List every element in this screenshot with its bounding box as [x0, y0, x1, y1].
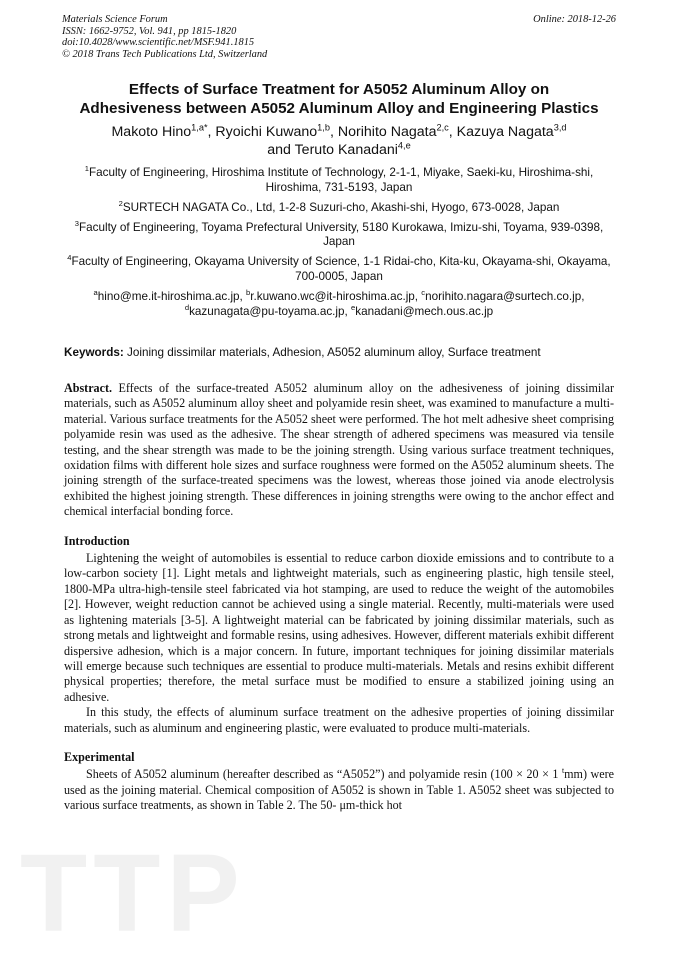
author-name: and Teruto Kanadani: [267, 142, 398, 158]
author-sup: 4,e: [397, 140, 411, 151]
watermark-logo: TTP: [20, 832, 246, 955]
author-list: [40, 123, 638, 159]
online-date: Online: 2018-12-26: [533, 14, 616, 25]
author-sup: 2,c: [436, 122, 449, 133]
section-heading-introduction: Introduction: [64, 533, 130, 548]
keywords-label: Keywords:: [64, 346, 124, 359]
abstract-label: Abstract.: [64, 381, 113, 395]
title-line-2: Adhesiveness between A5052 Aluminum Alloy and Engineering Plastics: [79, 100, 599, 117]
page-header: [62, 14, 616, 60]
email-link[interactable]: norihito.nagara@surtech.co.jp,: [425, 290, 585, 304]
email-marker: a: [93, 288, 98, 298]
affiliation-item: [58, 166, 620, 195]
email-link[interactable]: r.kuwano.wc@it-hiroshima.ac.jp,: [250, 290, 422, 304]
paragraph-text: Sheets of A5052 aluminum (hereafter described as “A5052”) and polyamide resin (100 × 20 × 1: [86, 767, 559, 782]
paragraph-text: mm) were used as the joining material. Chemical composition of A5052 is shown in Table 1. A5052 sheet was subjected to various surface treatments, as shown in Table 2. The 50- μm-thick hot: [64, 767, 614, 813]
keywords: [64, 345, 618, 360]
thickness-superscript: t: [561, 766, 565, 776]
journal-name: Materials Science Forum: [62, 14, 168, 25]
email-marker: d: [184, 302, 190, 312]
email-link[interactable]: kanadani@mech.ous.ac.jp: [355, 304, 494, 318]
author-sup: 1,a*: [191, 122, 208, 133]
affiliation-number: 2: [118, 198, 123, 208]
paragraph: [64, 767, 614, 813]
authors-line-1: [40, 123, 638, 141]
affiliation-text: Faculty of Engineering, Toyama Prefectural University, 5180 Kurokawa, Imizu-shi, Toyama, 939-0398, Japan: [78, 220, 604, 249]
email-link[interactable]: hino@me.it-hiroshima.ac.jp,: [97, 290, 247, 304]
email-list: [58, 290, 620, 319]
section-heading-experimental: Experimental: [64, 749, 135, 764]
email-marker: b: [246, 288, 251, 298]
affiliation-text: SURTECH NAGATA Co., Ltd, 1-2-8 Suzuri-cho, Akashi-shi, Hyogo, 673-0028, Japan: [122, 200, 560, 214]
author-name: , Norihito Nagata: [330, 124, 437, 140]
email-link[interactable]: kazunagata@pu-toyama.ac.jp,: [189, 304, 352, 318]
paper-title: [40, 80, 638, 118]
affiliation-item: [58, 255, 620, 284]
affiliation-number: 1: [84, 164, 89, 174]
author-sup: 1,b: [317, 122, 330, 133]
affiliation-number: 4: [67, 253, 72, 263]
affiliation-text: Faculty of Engineering, Okayama University of Science, 1-1 Ridai-cho, Kita-ku, Okayama-shi, Okayama, 700-0005, Japan: [71, 255, 611, 284]
paragraph: Lightening the weight of automobiles is essential to reduce carbon dioxide emissions and to contribute to a low-carbon society [1]. Light metals and lightweight materials, such as engineering plastic, high tensile steel, 1800-MPa ultra-high-tensile steel fabricated via hot stamping, are used to reduce the weight of the automobiles [2]. However, weight reduction cannot be achieved using a single material. Recently, multi-materials were used as lightening materials [3-5]. A lightweight material can be fabricated by joining dissimilar materials, such as strong metals and lightweight and formable resins, using adhesives. However, different materials exhibit different dispersive adhesion, which is a major concern. In future, important techniques for joining dissimilar materials will emerge because such techniques are essential to produce multi-materials. Metals and resins exhibit different physical properties; therefore, the metal surface must be modified to ensure a stabilized joining using an adhesive.: [64, 551, 614, 704]
author-name: , Kazuya Nagata: [448, 124, 554, 140]
paragraph: In this study, the effects of aluminum surface treatment on the adhesive properties of joining dissimilar materials, such as aluminum and engineering plastic, were evaluated to produce multi-materials.: [64, 705, 614, 735]
abstract-text: Effects of the surface-treated A5052 aluminum alloy on the adhesiveness of joining dissimilar materials, such as A5052 aluminum alloy sheet and polyamide resin sheet, was examined to manufacture a multi-material. Various surface treatments for the A5052 sheet were performed. The hot melt adhesive sheet comprising polyamide resin was used as the adhesive. The shear strength of adhered specimens was measured via tensile testing, and the shear strength was made to be the joining strength. Using various surface treatment techniques, oxidation films with different hole sizes and surface roughness were formed on the A5052 aluminum sheets. The joining strength of the surface-treated specimens was the lowest, whereas those joined via anode electrolysis exhibited the highest joining strength. These differences in joining strengths were owing to the anchor effect and chemical interfacial bonding force.: [64, 381, 614, 519]
doi-line: doi:10.4028/www.scientific.net/MSF.941.1815: [62, 37, 255, 49]
affiliation-item: [58, 218, 620, 250]
title-line-1: Effects of Surface Treatment for A5052 Aluminum Alloy on: [128, 81, 550, 98]
abstract: [64, 381, 614, 520]
email-marker: c: [421, 288, 426, 298]
authors-line-2: [40, 141, 638, 159]
affiliation-number: 3: [74, 218, 79, 228]
issn-line: ISSN: 1662-9752, Vol. 941, pp 1815-1820: [62, 25, 237, 37]
author-name: , Ryoichi Kuwano: [207, 124, 318, 140]
body-text: [64, 381, 614, 814]
affiliations: [58, 166, 620, 325]
affiliation-item: [58, 198, 620, 216]
email-marker: e: [351, 302, 356, 312]
author-sup: 3,d: [553, 122, 567, 133]
copyright-line: © 2018 Trans Tech Publications Ltd, Switzerland: [62, 48, 268, 60]
keywords-text: Joining dissimilar materials, Adhesion, A5052 aluminum alloy, Surface treatment: [123, 346, 541, 359]
affiliation-text: Faculty of Engineering, Hiroshima Institute of Technology, 2-1-1, Miyake, Saeki-ku, Hiroshima-shi, Hiroshima, 731-5193, Japan: [88, 166, 594, 194]
author-name: Makoto Hino: [111, 124, 192, 140]
